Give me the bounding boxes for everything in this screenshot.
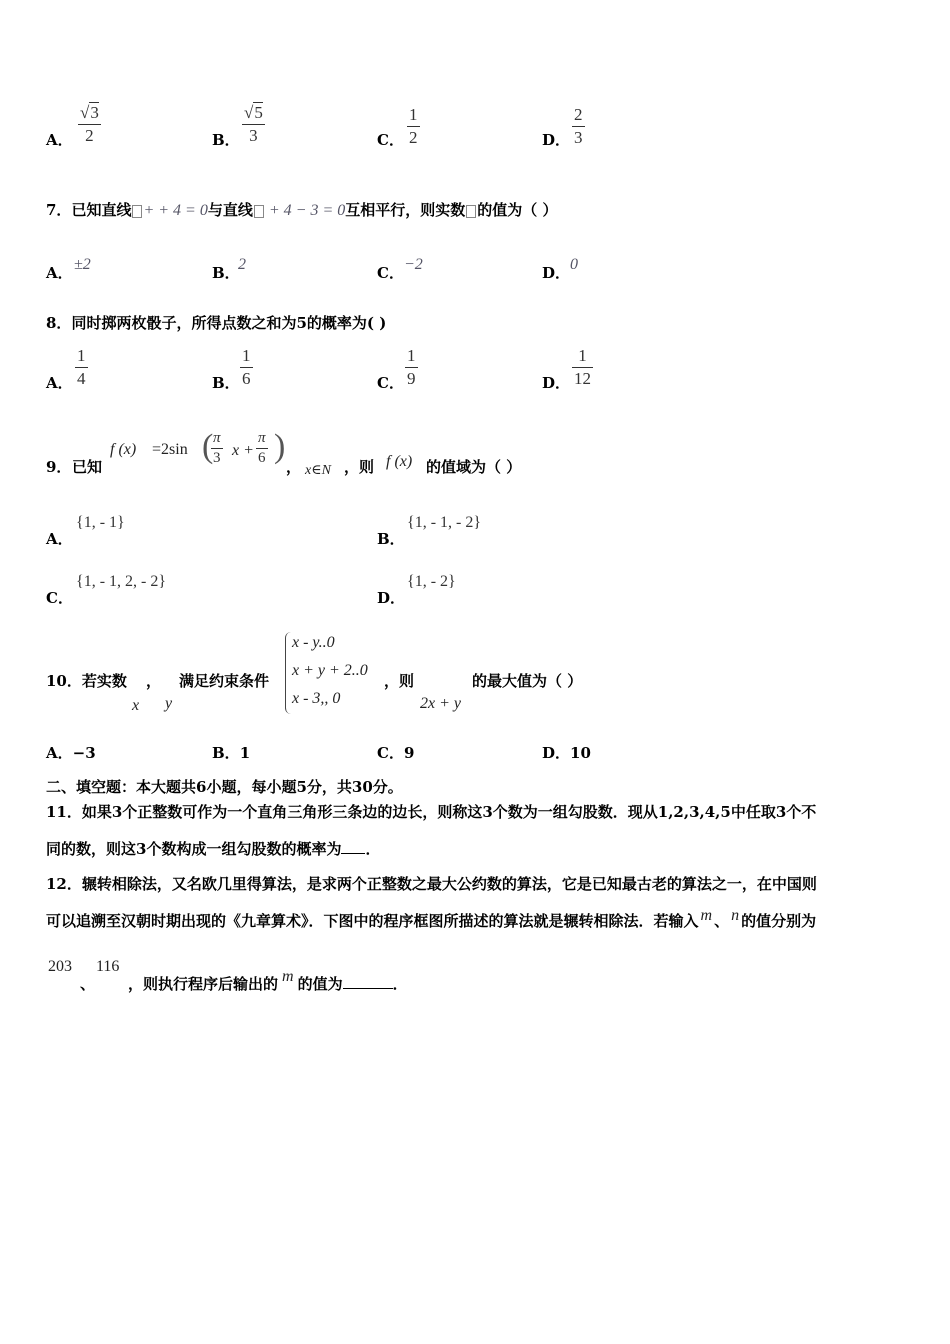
q10-var-y: y: [165, 695, 173, 712]
q12-value-203: 203: [48, 958, 72, 975]
q9-plus: x +: [232, 442, 254, 459]
q8-option-d-label: D．: [542, 374, 571, 392]
q6-option-b-fraction: √5 3: [244, 103, 263, 145]
q9-option-b-value: {1, - 1, - 2}: [407, 514, 482, 531]
q12-line-3: ，则执行程序后输出的 m 的值为 ．: [128, 968, 408, 993]
q10-option-b: B．1: [212, 744, 251, 762]
q8-option-d-fraction: 1 12: [574, 346, 591, 388]
q9-f-symbol-2: f (x): [386, 453, 413, 470]
q12-var-m-2: m: [282, 968, 294, 985]
q12-answer-blank: [343, 988, 393, 989]
q9-domain: x∈N: [305, 463, 331, 478]
q11-line-1: 11．如果3个正整数可作为一个直角三角形三条边的边长，则称这3个数为一组勾股数．现从1,2,3,4,5中任取3个不: [46, 803, 817, 821]
q9-right-paren: ): [274, 428, 286, 465]
q6-option-c-label: C．: [377, 131, 404, 149]
q12-line-2: 可以追溯至汉朝时期出现的《九章算术》．下图中的程序框图所描述的算法就是辗转相除法．若输入 m 、 n 的值分别为: [46, 907, 817, 930]
missing-glyph-icon: [466, 205, 476, 218]
q9-option-c-value: {1, - 1, 2, - 2}: [76, 573, 167, 590]
q10-option-c: C．9: [377, 744, 415, 762]
q9-option-c-label: C．: [46, 589, 73, 607]
missing-glyph-icon: [132, 205, 142, 218]
q7-option-b-value: 2: [238, 256, 246, 273]
q10-text2: 满足约束条件: [179, 672, 270, 690]
q7-option-a-value: ±2: [74, 256, 91, 273]
q9-frac-2: π 6: [258, 430, 266, 466]
q8-option-b-fraction: 1 6: [242, 346, 251, 388]
q8-option-c-fraction: 1 9: [407, 346, 416, 388]
q9-left-paren: (: [202, 428, 214, 465]
q9-option-b-label: B．: [377, 530, 405, 548]
q7-stem: 7．已知直线 + + 4 = 0与直线 + 4 − 3 = 0互相平行，则实数 的值为（ ）: [46, 201, 558, 219]
q9-text4: 的值域为（ ）: [426, 458, 522, 476]
q10-text4: 的最大值为（ ）: [472, 672, 583, 690]
q10-var-x: x: [132, 697, 140, 714]
q11-line-2: 同的数，则这3个数构成一组勾股数的概率为 ．: [46, 840, 381, 858]
q10-comma: ，: [146, 672, 162, 690]
q7-option-d-label: D．: [542, 264, 571, 282]
q7-option-c-value: −2: [404, 256, 423, 273]
q10-text3: ，则: [384, 672, 415, 690]
q10-target: 2x + y: [420, 695, 461, 712]
q12-separator: 、: [80, 975, 96, 993]
q10-constraint-brace: [285, 632, 291, 714]
q6-option-a-label: A．: [46, 131, 73, 149]
q10-constraint-2: x + y + 2..0: [292, 662, 368, 679]
q8-option-a-label: A．: [46, 374, 73, 392]
q9-eq-mid: =2sin: [152, 441, 188, 458]
q9-frac-1: π 3: [213, 430, 221, 466]
q12-line-1: 12．辗转相除法，又名欧几里得算法，是求两个正整数之最大公约数的算法，它是已知最古老的算法之一，在中国则: [46, 875, 817, 893]
q9-f-symbol: f (x): [110, 441, 137, 458]
q8-option-c-label: C．: [377, 374, 404, 392]
q6-option-d-label: D．: [542, 131, 571, 149]
q9-option-d-label: D．: [377, 589, 406, 607]
q11-answer-blank: [341, 853, 365, 854]
q7-option-c-label: C．: [377, 264, 404, 282]
q7-option-b-label: B．: [212, 264, 240, 282]
q10-constraint-1: x - y..0: [292, 634, 335, 651]
q10-option-d: D．10: [542, 744, 591, 762]
missing-glyph-icon: [254, 205, 264, 218]
q8-option-a-fraction: 1 4: [77, 346, 86, 388]
q10-lead: 10．若实数: [46, 672, 127, 690]
q6-option-d-fraction: 2 3: [574, 105, 583, 147]
q10-option-a: A．−3: [46, 744, 96, 762]
q9-comma: ，: [286, 458, 302, 476]
q12-var-n: n: [731, 907, 740, 924]
q9-option-a-label: A．: [46, 530, 73, 548]
q12-var-m: m: [700, 907, 713, 924]
q6-option-c-fraction: 1 2: [409, 105, 418, 147]
q9-number: 9．: [46, 458, 72, 476]
q9-text3: ，则: [344, 458, 375, 476]
q6-option-a-fraction: √3 2: [80, 103, 99, 145]
q8-option-b-label: B．: [212, 374, 240, 392]
q10-constraint-3: x - 3,, 0: [292, 690, 341, 707]
q9-text1: 已知: [72, 458, 103, 476]
q7-option-a-label: A．: [46, 264, 73, 282]
q9-option-d-value: {1, - 2}: [407, 573, 456, 590]
q8-stem: 8．同时掷两枚骰子，所得点数之和为5的概率为( ): [46, 314, 387, 332]
q9-option-a-value: {1, - 1}: [76, 514, 125, 531]
q12-value-116: 116: [96, 958, 120, 975]
q7-option-d-value: 0: [570, 256, 578, 273]
q6-option-b-label: B．: [212, 131, 240, 149]
section-2-title: 二、填空题：本大题共6小题，每小题5分，共30分。: [46, 778, 403, 796]
